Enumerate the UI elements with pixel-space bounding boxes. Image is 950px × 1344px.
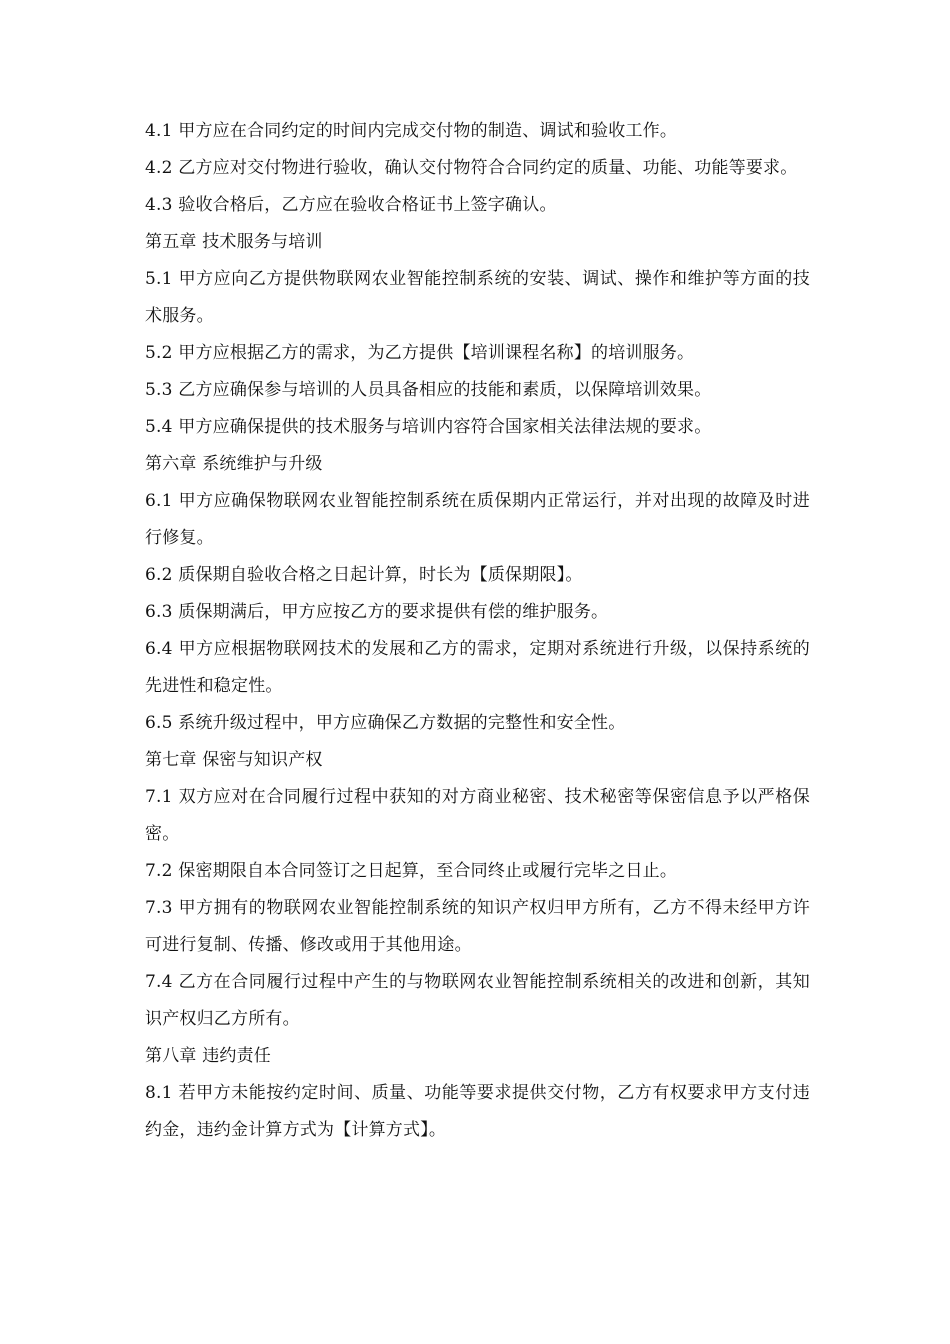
clause-4-2: 4.2 乙方应对交付物进行验收，确认交付物符合合同约定的质量、功能、功能等要求。 [145, 158, 798, 178]
clause-4-1: 4.1 甲方应在合同约定的时间内完成交付物的制造、调试和验收工作。 [145, 121, 678, 141]
clause-5-3: 5.3 乙方应确保参与培训的人员具备相应的技能和素质，以保障培训效果。 [145, 380, 712, 400]
chapter-6-heading: 第六章 系统维护与升级 [145, 454, 323, 474]
clause-5-4: 5.4 甲方应确保提供的技术服务与培训内容符合国家相关法律法规的要求。 [145, 417, 712, 437]
clause-7-3: 7.3 甲方拥有的物联网农业智能控制系统的知识产权归甲方所有，乙方不得未经甲方许可进行复制、传播、修改或用于其他用途。 [145, 898, 810, 955]
clause-6-5: 6.5 系统升级过程中，甲方应确保乙方数据的完整性和安全性。 [145, 713, 626, 733]
chapter-5-heading: 第五章 技术服务与培训 [145, 232, 323, 252]
clause-6-2: 6.2 质保期自验收合格之日起计算，时长为【质保期限】。 [145, 565, 583, 585]
clause-6-1: 6.1 甲方应确保物联网农业智能控制系统在质保期内正常运行，并对出现的故障及时进行修复。 [145, 491, 810, 548]
clause-7-1: 7.1 双方应对在合同履行过程中获知的对方商业秘密、技术秘密等保密信息予以严格保密。 [145, 787, 810, 844]
clause-7-4: 7.4 乙方在合同履行过程中产生的与物联网农业智能控制系统相关的改进和创新，其知识产权归乙方所有。 [145, 972, 810, 1029]
clause-7-2: 7.2 保密期限自本合同签订之日起算，至合同终止或履行完毕之日止。 [145, 861, 678, 881]
clause-6-4: 6.4 甲方应根据物联网技术的发展和乙方的需求，定期对系统进行升级，以保持系统的先进性和稳定性。 [145, 639, 810, 696]
clause-5-2: 5.2 甲方应根据乙方的需求，为乙方提供【培训课程名称】的培训服务。 [145, 343, 695, 363]
clause-5-1: 5.1 甲方应向乙方提供物联网农业智能控制系统的安装、调试、操作和维护等方面的技术服务。 [145, 269, 810, 326]
chapter-8-heading: 第八章 违约责任 [145, 1046, 272, 1066]
clause-4-3: 4.3 验收合格后，乙方应在验收合格证书上签字确认。 [145, 195, 557, 215]
document-body [145, 113, 810, 1149]
clause-8-1: 8.1 若甲方未能按约定时间、质量、功能等要求提供交付物，乙方有权要求甲方支付违约金，违约金计算方式为【计算方式】。 [145, 1083, 810, 1140]
chapter-7-heading: 第七章 保密与知识产权 [145, 750, 323, 770]
clause-6-3: 6.3 质保期满后，甲方应按乙方的要求提供有偿的维护服务。 [145, 602, 609, 622]
